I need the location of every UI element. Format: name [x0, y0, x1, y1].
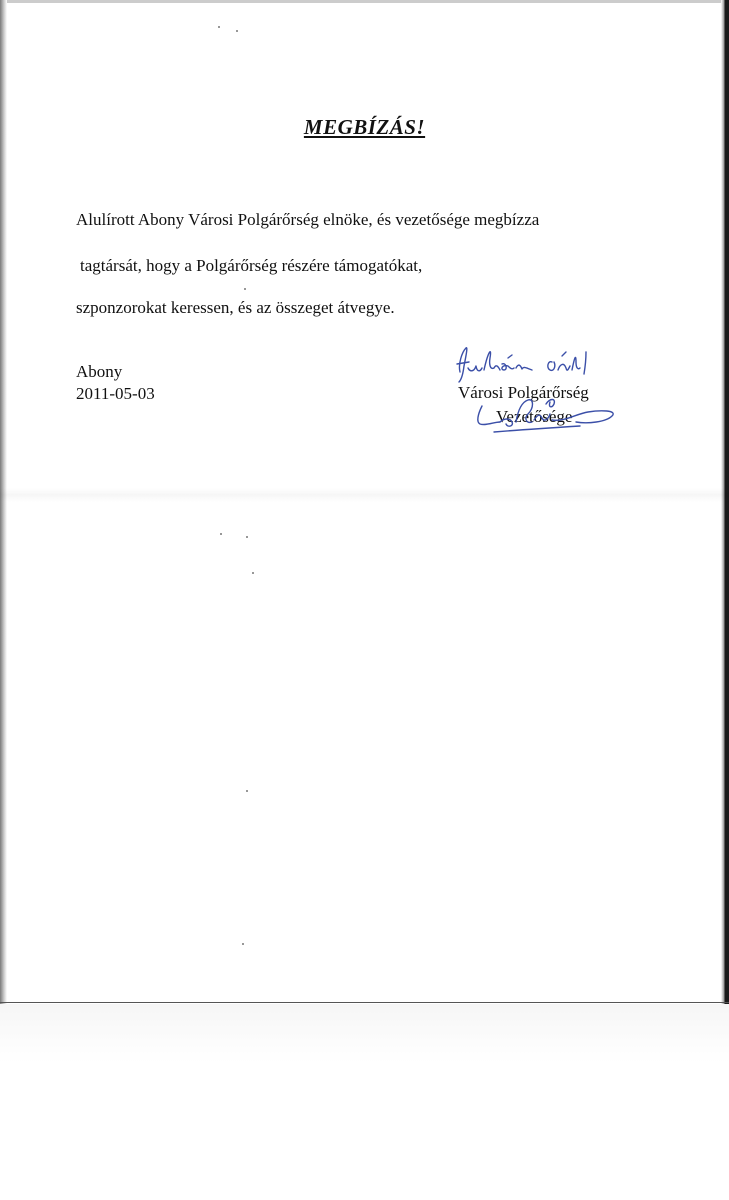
place-name: Abony: [76, 362, 123, 381]
scan-top-edge: [0, 0, 729, 3]
document-date: 2011-05-03: [76, 384, 155, 403]
scan-left-edge: [0, 0, 7, 1005]
scanner-bed-area: [0, 1004, 729, 1200]
paper-fold-shadow: [0, 488, 729, 502]
scan-speck: [236, 30, 238, 32]
scan-speck: [244, 288, 246, 290]
signatory-line-2: Vezetősége: [496, 407, 573, 426]
place-date-block: [76, 361, 155, 405]
body-line-3: szponzorokat keressen, és az összeget átvegye.: [76, 298, 395, 317]
scan-speck: [246, 536, 248, 538]
scan-speck: [242, 943, 244, 945]
document-title: MEGBÍZÁS!: [303, 115, 426, 139]
scan-right-edge: [721, 0, 729, 1005]
handwritten-signature-2: [468, 392, 628, 440]
scan-speck: [252, 572, 254, 574]
body-line-2: tagtársát, hogy a Polgárőrség részére támogatókat,: [80, 256, 423, 275]
signatory-line-1: Városi Polgárőrség: [458, 383, 589, 402]
scan-speck: [220, 533, 222, 535]
scan-speck: [246, 790, 248, 792]
body-line-1: Alulírott Abony Városi Polgárőrség elnöke, és vezetősége megbízza: [76, 210, 540, 229]
scan-speck: [218, 26, 220, 28]
handwritten-signature-1: [452, 342, 602, 386]
paper-bottom-edge: [0, 1002, 729, 1003]
